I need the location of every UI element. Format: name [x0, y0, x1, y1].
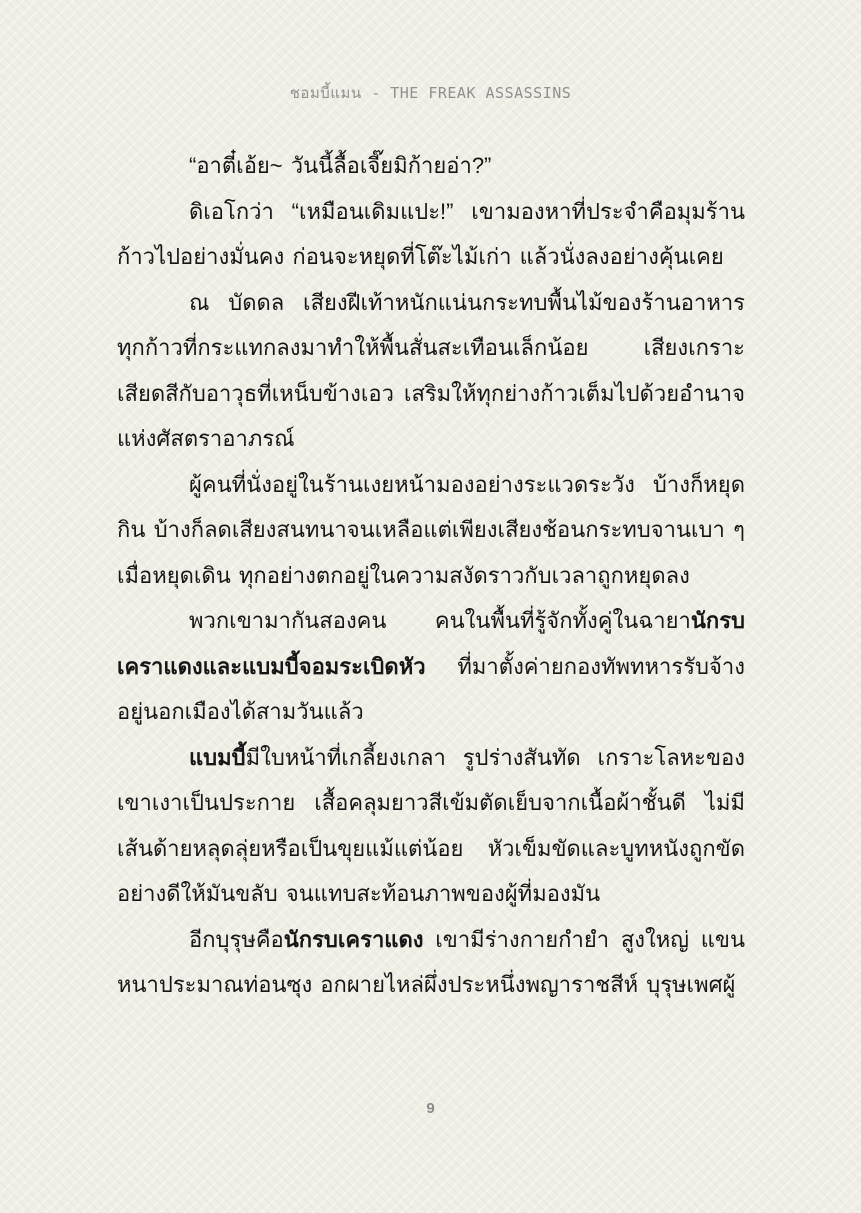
- running-header: ชอมบี้แมน - THE FREAK ASSASSINS: [289, 84, 572, 102]
- bold-text-segment: นักรบเคราแดงและแบมบี้จอมระเบิดหัว: [117, 608, 745, 679]
- paragraph: [117, 280, 745, 462]
- paragraph: [117, 735, 745, 917]
- text-segment: อีกบุรุษคือ: [189, 926, 284, 952]
- paragraph: [117, 598, 745, 735]
- text-segment: ผู้คนที่นั่งอยู่ในร้านเงยหน้ามองอย่างระแวดระวัง บ้างก็หยุดกิน บ้างก็ลดเสียงสนทนาจนเหลือแต่เพียงเสียงช้อนกระทบจานเบา ๆ เมื่อหยุดเดิน ทุกอย่างตกอยู่ในความสงัดราวกับเวลาถูกหยุดลง: [117, 471, 745, 588]
- bold-text-segment: แบมบี้: [189, 744, 246, 770]
- page-number: 9: [426, 1100, 435, 1117]
- paragraph: [117, 143, 745, 189]
- text-segment: เขามีร่างกายกำยำ สูงใหญ่ แขนหนาประมาณท่อนซุง อกผายไหล่ผึ่งประหนึ่งพญาราชสีห์ บุรุษเพศผู้: [117, 926, 745, 997]
- text-segment: ณ บัดดล เสียงฝีเท้าหนักแน่นกระทบพื้นไม้ของร้านอาหาร ทุกก้าวที่กระแทกลงมาทำให้พื้นสั่นสะเทือนเล็กน้อย เสียงเกราะเสียดสีกับอาวุธที่เหน็บข้างเอว เสริมให้ทุกย่างก้าวเต็มไปด้วยอำนาจแห่งศัสตราอาภรณ์: [117, 289, 745, 451]
- text-segment: ดิเอโกว่า “เหมือนเดิมแปะ!” เขามองหาที่ประจำคือมุมร้าน ก้าวไปอย่างมั่นคง ก่อนจะหยุดที่โต๊ะไม้เก่า แล้วนั่งลงอย่างคุ้นเคย: [117, 198, 745, 269]
- text-segment: พวกเขามากันสองคน คนในพื้นที่รู้จักทั้งคู่ในฉายา: [189, 608, 691, 633]
- text-segment: ที่มาตั้งค่ายกองทัพทหารรับจ้างอยู่นอกเมืองได้สามวันแล้ว: [117, 653, 745, 724]
- paragraph: [117, 189, 745, 280]
- paragraph: [117, 462, 745, 599]
- text-segment: “อาตี๋เอ้ย~ วันนี้ลื้อเจี๊ยมิก้ายอ่า?”: [189, 153, 492, 178]
- page-body: [117, 143, 745, 1008]
- paragraph: [117, 917, 745, 1008]
- bold-text-segment: นักรบเคราแดง: [283, 926, 424, 952]
- text-segment: มีใบหน้าที่เกลี้ยงเกลา รูปร่างสันทัด เกราะโลหะของเขาเงาเป็นประกาย เสื้อคลุมยาวสีเข้มตัดเย็บจากเนื้อผ้าชั้นดี ไม่มีเส้นด้ายหลุดลุ่ยหรือเป็นขุยแม้แต่น้อย หัวเข็มขัดและบูทหนังถูกขัดอย่างดีให้มันขลับ จนแทบสะท้อนภาพของผู้ที่มองมัน: [117, 744, 745, 906]
